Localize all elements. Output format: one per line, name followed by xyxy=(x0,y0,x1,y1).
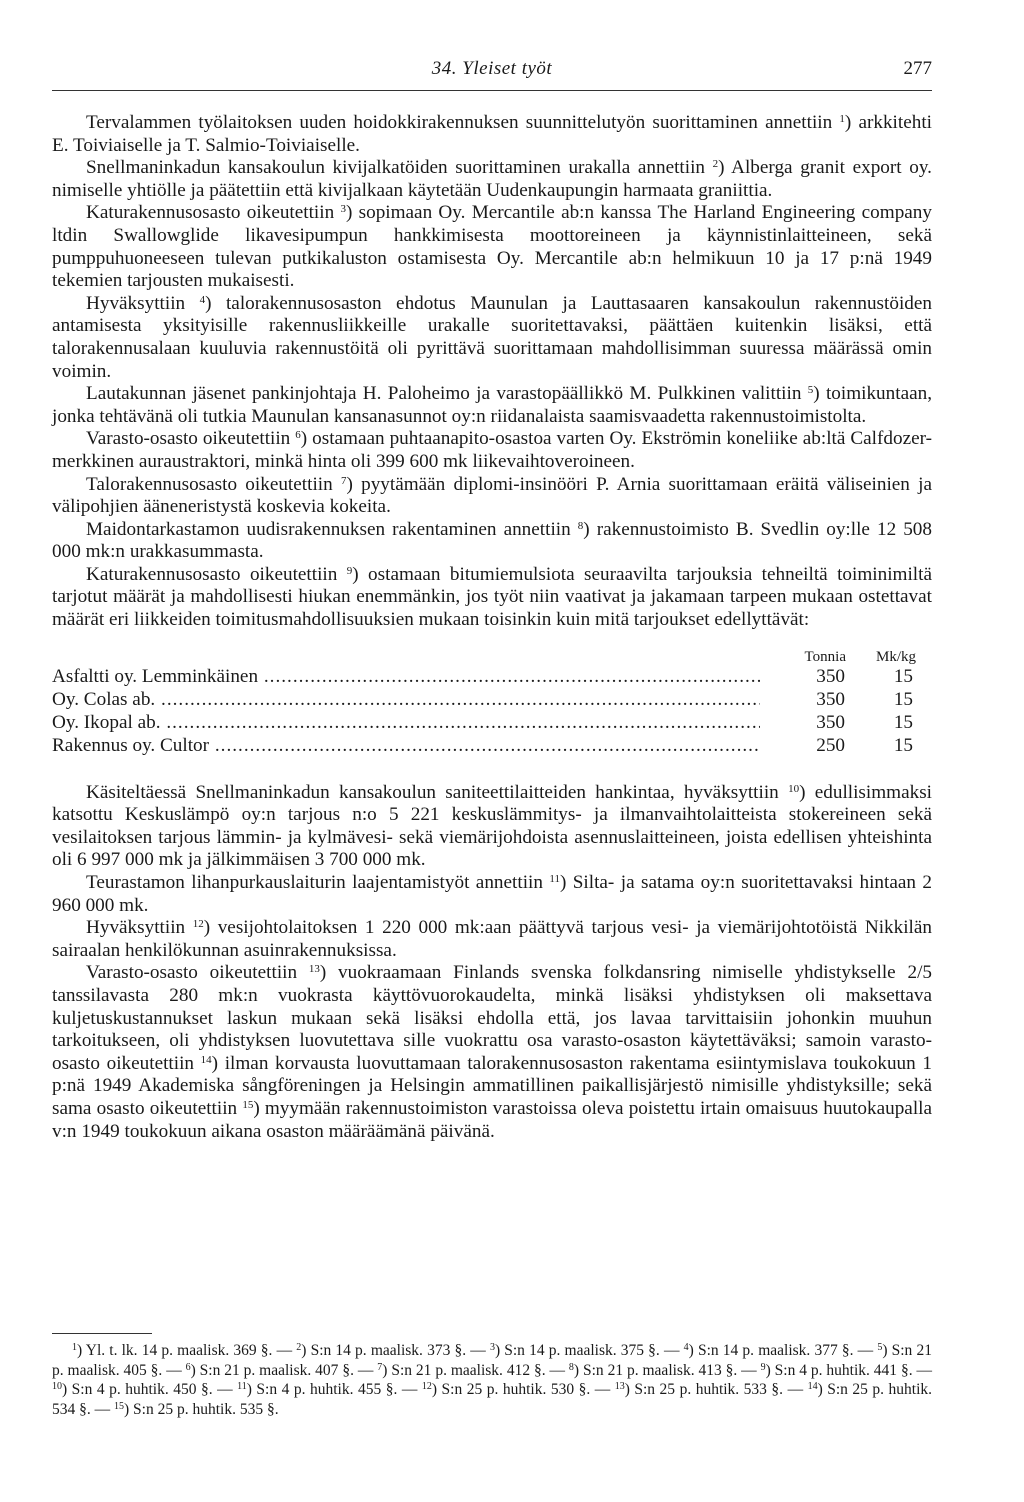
footnote-number: 13 xyxy=(614,1381,625,1392)
table-header-tonnia: Tonnia xyxy=(804,648,846,665)
footnotes xyxy=(52,1341,932,1419)
paragraph-text: Varasto-osasto oikeutettiin xyxy=(86,428,296,450)
footnote-marker: 8 xyxy=(577,519,584,532)
footnote-text: ) S:n 4 p. huhtik. 455 §. — xyxy=(246,1381,422,1398)
paragraph-text: Lautakunnan jäsenet pankinjohtaja H. Paloheimo ja varastopäällikkö M. Pulkkinen valittiin xyxy=(86,383,808,405)
paragraph-text: Hyväksyttiin xyxy=(86,292,200,314)
paragraph-text: ) arkkitehti E. Toiviaiselle ja T. Salmio-Toiviaiselle. xyxy=(52,112,932,156)
tonnia-value: 350 xyxy=(785,689,845,712)
paragraph-text: ) toimikuntaan, jonka tehtävänä oli tutkia Maunulan kansanasunnot oy:n riidanalaista saamisvaadetta rakennustoimistolta. xyxy=(52,383,932,427)
paragraph-text: Tervalammen työlaitoksen uuden hoidokkirakennuksen suunnittelutyön suorittaminen annettiin xyxy=(86,112,840,133)
table-header-mkkg: Mk/kg xyxy=(875,648,916,665)
footnote-number: 5 xyxy=(877,1342,883,1353)
footnote-text: ) S:n 14 p. maalisk. 375 §. — xyxy=(494,1342,684,1359)
footnote-marker: 13 xyxy=(308,963,320,976)
paragraph-text: Käsiteltäessä Snellmaninkadun kansakoulun saniteettilaitteiden hankintaa, hyväksyttiin xyxy=(86,781,789,803)
paragraph-text: ) Silta- ja satama oy:n suoritettavaksi hintaan 2 960 000 mk. xyxy=(52,872,932,916)
footnote-number: 4 xyxy=(683,1342,689,1353)
footnote-number: 2 xyxy=(296,1342,302,1353)
running-title: 34. Yleiset työt xyxy=(431,58,553,79)
footnote-marker: 11 xyxy=(549,873,560,886)
footnote-number: 9 xyxy=(760,1361,766,1373)
header-rule xyxy=(52,90,932,91)
page-number: 277 xyxy=(903,58,932,79)
paragraph-p13 xyxy=(52,962,932,1143)
paragraph-text: ) pyytämään diplomi-insinööri P. Arnia suorittamaan eräitä väliseinien ja välipohjien ääneneristystä koskevia kokeita. xyxy=(52,473,932,518)
footnote-number: 10 xyxy=(52,1381,62,1392)
tonnia-value: 250 xyxy=(785,735,845,758)
paragraph-p4 xyxy=(52,293,932,383)
footnote-number: 7 xyxy=(377,1361,383,1373)
company-name: Oy. Ikopal ab. ..... xyxy=(52,712,760,735)
paragraph-text: Teurastamon lihanpurkauslaiturin laajentamistyöt annettiin xyxy=(86,872,550,894)
paragraph-text: ) vuokraamaan Finlands svenska folkdansring nimiselle yhdistykselle 2/5 tanssilavasta 280 mk:n vuokrasta käyttövuorokaudelta, minkä lisäksi yhdistyksen oli maksettava kuljetuskustannukset laskun mukaan sekä lisäksi ehdolla että, jos lavaa tarvittaisiin johonkin muuhun tarkoitukseen, oli yhdistyksen luovutettava sille vuokrattu osa varasto-osaston käytettäväksi; samoin varasto-osasto oikeutettiin xyxy=(52,962,932,1074)
paragraph-text: Maidontarkastamon uudisrakennuksen rakentaminen annettiin xyxy=(86,518,578,540)
footnote-number: 8 xyxy=(568,1361,574,1373)
paragraph-text: ) myymään rakennustoimiston varastoissa oleva poistettu irtain omaisuus huutokaupalla v:n 1949 toukokuun aikana osaston määräämänä päivänä. xyxy=(52,1097,932,1142)
paragraph-text: ) ostamaan bitumiemulsiota seuraavilta tarjouksia tehneiltä toiminimiltä tarjotut määrät ja mahdollisesti hiukan enemmänkin, jos työt niin vaativat ja jakamaan tarpeen mukaan ostettavat määrät eri liikkeiden toimitusmahdollisuuksien mukaan toisinkin kuin mitä tarjoukset edellyttävät: xyxy=(52,563,932,631)
paragraph-text: Katurakennusosasto oikeutettiin xyxy=(86,202,341,224)
footnote-marker: 6 xyxy=(295,429,301,442)
paragraph-text: ) vesijohtolaitoksen 1 220 000 mk:aan päättyvä tarjous vesi- ja viemärijohtotöistä Nikkilän sairaalan henkilökunnan asuinrakennuksissa. xyxy=(52,917,932,961)
paragraph-p8 xyxy=(52,519,932,564)
paragraph-text: ) edullisimmaksi katsottu Keskuslämpö oy:n tarjous n:o 5 221 keskuslämmitys- ja ilmanvaihtolaitteista stokereineen sekä vesilaitoksen tarjous lämmin- ja kylmävesi- sekä viemärijohdoista asennuslaitteineen, joista edellisen yhteishinta oli 6 997 000 mk ja jälkimmäisen 3 700 000 mk. xyxy=(52,781,932,871)
footnote-text: ) S:n 21 p. maalisk. 412 §. — xyxy=(382,1361,569,1379)
footnote-text: ) Yl. t. lk. 14 p. maalisk. 369 §. — xyxy=(77,1342,297,1359)
footnote-marker: 14 xyxy=(200,1053,212,1066)
paragraph-text: Snellmaninkadun kansakoulun kivijalkatöiden suorittaminen urakalla annettiin xyxy=(86,157,713,179)
footnote-rule xyxy=(52,1333,152,1334)
paragraph-text: ) ilman korvausta luovuttamaan talorakennusosaston rakentama esiintymislava toukokuun 1 p:nä 1949 Akademiska sångföreningen ja Helsingin ammatillinen paikallisjärjestö nimisille yhdistyksille; sekä sama osasto oikeutettiin xyxy=(52,1052,932,1119)
company-name: Asfaltti oy. Lemminkäinen ..... xyxy=(52,666,760,689)
footnote-marker: 3 xyxy=(340,203,346,216)
footnote-marker: 5 xyxy=(807,384,814,397)
footnote-text: ) S:n 21 p. maalisk. 405 §. — xyxy=(52,1342,932,1379)
page-header xyxy=(52,58,932,88)
footnote-marker: 9 xyxy=(346,564,353,577)
paragraph-text: ) ostamaan puhtaanapito-osastoa varten Oy. Ekströmin koneliike ab:ltä Calfdozer-merkkinen auraustraktori, minkä hinta oli 399 600 mk liikevaihtoveroineen. xyxy=(52,428,932,472)
footnote-paragraph xyxy=(52,1341,932,1419)
paragraph-p10 xyxy=(52,782,932,872)
footnote-number: 1 xyxy=(72,1342,77,1353)
company-name: Oy. Colas ab. ..... xyxy=(52,689,760,712)
paragraph-p12 xyxy=(52,917,932,962)
footnote-marker: 4 xyxy=(199,293,206,306)
offers-table xyxy=(52,632,932,760)
tonnia-value: 350 xyxy=(785,666,845,689)
footnote-text: ) S:n 25 p. huhtik. 534 §. — xyxy=(52,1381,933,1418)
footnote-text: ) S:n 4 p. huhtik. 450 §. — xyxy=(62,1381,238,1398)
tonnia-value: 350 xyxy=(785,712,845,735)
paragraph-p9 xyxy=(52,564,932,632)
company-name: Rakennus oy. Cultor ..... xyxy=(52,735,760,758)
footnote-text: ) S:n 14 p. maalisk. 373 §. — xyxy=(301,1342,490,1359)
paragraph-p3 xyxy=(52,202,932,292)
footnote-text: ) S:n 14 p. maalisk. 377 §. — xyxy=(688,1342,878,1359)
paragraph-p6 xyxy=(52,428,932,473)
mkkg-value: 15 xyxy=(893,711,913,733)
footnote-text: ) S:n 4 p. huhtik. 441 §. — xyxy=(765,1361,932,1379)
footnote-number: 15 xyxy=(114,1400,124,1412)
paragraph-text: ) rakennustoimisto B. Svedlin oy:lle 12 508 000 mk:n urakkasummasta. xyxy=(52,518,932,563)
paragraph-p2 xyxy=(52,157,932,202)
footnote-text: ) S:n 21 p. maalisk. 407 §. — xyxy=(190,1361,378,1379)
table-row xyxy=(52,735,932,759)
footnote-marker: 1 xyxy=(839,113,845,125)
paragraph-p1 xyxy=(52,112,932,157)
footnote-number: 14 xyxy=(807,1381,818,1392)
paragraph-p11 xyxy=(52,872,932,917)
footnote-number: 12 xyxy=(421,1381,432,1392)
paragraph-text: Katurakennusosasto oikeutettiin xyxy=(86,563,347,585)
paragraph-text: Talorakennusosasto oikeutettiin xyxy=(86,473,341,495)
body-text xyxy=(52,112,932,1143)
footnote-text: ) S:n 25 p. huhtik. 535 §. xyxy=(124,1400,279,1418)
mkkg-value: 15 xyxy=(893,734,913,756)
paragraph-p7 xyxy=(52,474,932,519)
paragraph-text: ) Alberga granit export oy. nimiselle yhtiölle ja päätettiin että kivijalkaan käytetään Uudenkaupungin harmaata graniittia. xyxy=(52,157,932,201)
footnote-marker: 7 xyxy=(340,474,347,487)
footnote-number: 6 xyxy=(185,1361,191,1373)
footnote-marker: 15 xyxy=(242,1098,254,1111)
table-row xyxy=(52,689,932,713)
footnote-marker: 2 xyxy=(712,158,719,171)
paragraph-text: Varasto-osasto oikeutettiin xyxy=(86,962,309,984)
paragraph-text: ) sopimaan Oy. Mercantile ab:n kanssa The Harland Engineering company ltdin Swallowglide likavesipumpun hankkimisesta moottoreineen ja käynnistinlaitteineen, sekä pumppuhuoneeseen tulevan putkikaluston ostamisesta Oy. Mercantile ab:n helmikuun 10 ja 17 p:nä 1949 tekemien tarjousten mukaisesti. xyxy=(52,202,932,292)
body-section-2 xyxy=(52,782,932,1144)
footnote-text: ) S:n 21 p. maalisk. 413 §. — xyxy=(573,1361,761,1379)
table-row xyxy=(52,712,932,736)
body-section-1 xyxy=(52,112,932,632)
footnote-text: ) S:n 25 p. huhtik. 533 §. — xyxy=(624,1381,808,1398)
footnote-number: 11 xyxy=(237,1381,247,1392)
mkkg-value: 15 xyxy=(893,688,913,710)
paragraph-text: Hyväksyttiin xyxy=(86,917,193,939)
mkkg-value: 15 xyxy=(893,665,913,687)
paragraph-text: ) talorakennusosaston ehdotus Maunulan ja Lauttasaaren kansakoulun rakennustöiden antamisesta yksityisille rakennusliikkeille urakalle suoritettavaksi, päättäen kuitenkin lisäksi, että talorakennusalaan kuuluvia rakennustöitä oli pyrittävä suorittamaan mahdollisimman suuressa määrässä omin voimin. xyxy=(52,292,932,382)
paragraph-p5 xyxy=(52,383,932,428)
footnote-number: 3 xyxy=(489,1342,495,1353)
footnote-marker: 12 xyxy=(192,918,204,931)
table-row xyxy=(52,666,932,690)
footnote-marker: 10 xyxy=(788,782,800,795)
footnote-text: ) S:n 25 p. huhtik. 530 §. — xyxy=(431,1381,615,1398)
